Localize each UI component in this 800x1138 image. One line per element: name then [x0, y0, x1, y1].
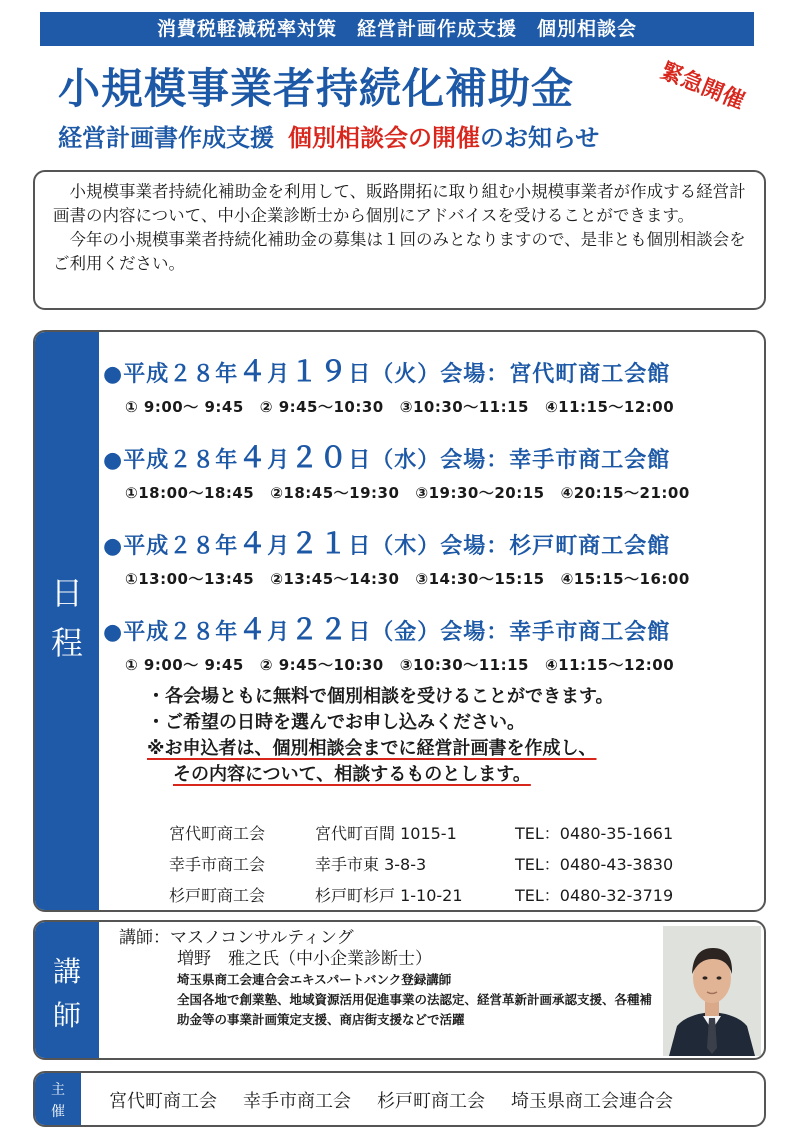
time-slot: ③14:30～15:15 [415, 570, 545, 588]
day-date: ２１ [290, 527, 349, 560]
organizer-name: 杉戸町商工会 [377, 1091, 485, 1112]
time-slot: ① 9:00～ 9:45 [125, 656, 244, 674]
time-slot: ③10:30～11:15 [399, 656, 529, 674]
subtitle-part1: 経営計画書作成支援 [58, 124, 274, 152]
day-prefix: ●平成２８年 [103, 362, 239, 387]
contact-address: 幸手市東 3-8-3 [315, 855, 427, 874]
time-slot: ②18:45～19:30 [270, 484, 400, 502]
intro-box [33, 170, 766, 310]
day-venue: 会場：幸手市商工会館 [440, 448, 671, 473]
time-slot: ④15:15～16:00 [560, 570, 690, 588]
day-date-unit: 日 [348, 362, 372, 387]
day-weekday: （水） [371, 448, 441, 473]
day-prefix: ●平成２８年 [103, 620, 239, 645]
lecturer-company: 講師：マスノコンサルティング [119, 928, 354, 948]
day-date: ２２ [290, 613, 349, 646]
schedule-day-1 [103, 350, 763, 417]
day-month: ４ [238, 527, 268, 560]
time-slots [103, 396, 763, 417]
day-date: ２０ [290, 441, 349, 474]
day-weekday: （火） [371, 362, 441, 387]
contact-row [169, 880, 673, 911]
contact-address: 宮代町百間 1015-1 [315, 824, 457, 843]
organizer-panel [33, 1071, 766, 1127]
intro-paragraph-1: 小規模事業者持続化補助金を利用して、販路開拓に取り組む小規模事業者が作成する経営計画書の内容について、中小企業診断士から個別にアドバイスを受けることができます。 [53, 182, 746, 225]
lecturer-photo [663, 926, 761, 1056]
lecturer-label-2: 師 [52, 999, 81, 1032]
header-banner: 消費税軽減税率対策 経営計画作成支援 個別相談会 [40, 12, 754, 46]
organizer-label-2: 催 [51, 1104, 65, 1120]
day-prefix: ●平成２８年 [103, 534, 239, 559]
organizer-sidebar [35, 1073, 81, 1125]
note-requirement-cont: その内容について、相談するものとします。 [173, 764, 531, 785]
time-slot: ② 9:45～10:30 [259, 398, 384, 416]
day-prefix: ●平成２８年 [103, 448, 239, 473]
day-weekday: （金） [371, 620, 441, 645]
organizer-name: 宮代町商工会 [109, 1091, 217, 1112]
day-venue: 会場：幸手市商工会館 [440, 620, 671, 645]
day-date: １９ [290, 355, 349, 388]
day-heading [103, 522, 763, 562]
subtitle-part2: 個別相談会の開催 [288, 124, 480, 152]
day-weekday: （木） [371, 534, 441, 559]
lecturer-name: 増野 雅之氏（中小企業診断士） [177, 949, 432, 969]
contact-tel: TEL：0480-32-3719 [515, 886, 674, 905]
day-date-unit: 日 [348, 534, 372, 559]
urgent-badge: 緊急開催 [656, 58, 748, 115]
page-title: 小規模事業者持続化補助金 [58, 64, 575, 113]
contact-list [169, 818, 673, 911]
day-venue: 会場：杉戸町商工会館 [440, 534, 671, 559]
lecturer-career: 全国各地で創業塾、地域資源活用促進事業の法認定、経営革新計画承認支援、各種補助金等の事業計画策定支援、商店街支援などで活躍 [177, 992, 653, 1027]
contact-row [169, 818, 673, 849]
time-slots [103, 568, 763, 589]
note-choose-time: ・ご希望の日時を選んでお申し込みください。 [147, 712, 525, 733]
contact-row [169, 849, 673, 880]
day-month-unit: 月 [267, 534, 291, 559]
time-slot: ③10:30～11:15 [399, 398, 529, 416]
day-month-unit: 月 [267, 620, 291, 645]
time-slot: ④11:15～12:00 [544, 398, 675, 416]
intro-paragraph-2: 今年の小規模事業者持続化補助金の募集は１回のみとなりますので、是非とも個別相談会をご利用ください。 [53, 230, 746, 273]
schedule-label-1: 日 [50, 574, 83, 612]
organizer-label-1: 主 [51, 1082, 65, 1098]
day-month: ４ [238, 355, 268, 388]
organizer-list [109, 1087, 699, 1113]
note-requirement: ※お申込者は、個別相談会までに経営計画書を作成し、 [147, 738, 597, 759]
schedule-sidebar [35, 332, 99, 910]
schedule-day-3 [103, 522, 763, 589]
contact-tel: TEL：0480-43-3830 [515, 855, 674, 874]
day-date-unit: 日 [348, 448, 372, 473]
time-slot: ① 9:00～ 9:45 [125, 398, 244, 416]
page-subtitle [58, 118, 599, 153]
lecturer-label-1: 講 [52, 955, 81, 988]
day-venue: 会場：宮代町商工会館 [440, 362, 671, 387]
schedule-day-2 [103, 436, 763, 503]
day-date-unit: 日 [348, 620, 372, 645]
time-slot: ④20:15～21:00 [560, 484, 690, 502]
schedule-panel [33, 330, 766, 912]
time-slot: ② 9:45～10:30 [259, 656, 384, 674]
contact-name: 幸手市商工会 [169, 855, 266, 874]
note-free: ・各会場ともに無料で個別相談を受けることができます。 [147, 686, 614, 707]
lecturer-sidebar [35, 922, 99, 1058]
contact-tel: TEL：0480-35-1661 [515, 824, 674, 843]
lecturer-registration: 埼玉県商工会連合会エキスパートバンク登録講師 [177, 972, 452, 987]
day-heading [103, 436, 763, 476]
organizer-name: 埼玉県商工会連合会 [511, 1091, 673, 1112]
schedule-day-4 [103, 608, 763, 675]
time-slots [103, 654, 763, 675]
portrait-image [663, 926, 761, 1056]
day-month: ４ [238, 613, 268, 646]
contact-name: 宮代町商工会 [169, 824, 266, 843]
contact-address: 杉戸町杉戸 1-10-21 [315, 886, 463, 905]
schedule-label-2: 程 [50, 624, 83, 662]
time-slot: ②13:45～14:30 [270, 570, 400, 588]
time-slot: ④11:15～12:00 [544, 656, 675, 674]
day-heading [103, 608, 763, 648]
contact-name: 杉戸町商工会 [169, 886, 266, 905]
time-slots [103, 482, 763, 503]
time-slot: ①13:00～13:45 [125, 570, 255, 588]
lecturer-panel [33, 920, 766, 1060]
day-month: ４ [238, 441, 268, 474]
time-slot: ①18:00～18:45 [125, 484, 255, 502]
time-slot: ③19:30～20:15 [415, 484, 545, 502]
day-heading [103, 350, 763, 390]
subtitle-part3: のお知らせ [480, 124, 600, 152]
day-month-unit: 月 [267, 362, 291, 387]
lecturer-info [119, 928, 659, 1030]
schedule-notes [147, 684, 766, 788]
organizer-name: 幸手市商工会 [243, 1091, 351, 1112]
day-month-unit: 月 [267, 448, 291, 473]
